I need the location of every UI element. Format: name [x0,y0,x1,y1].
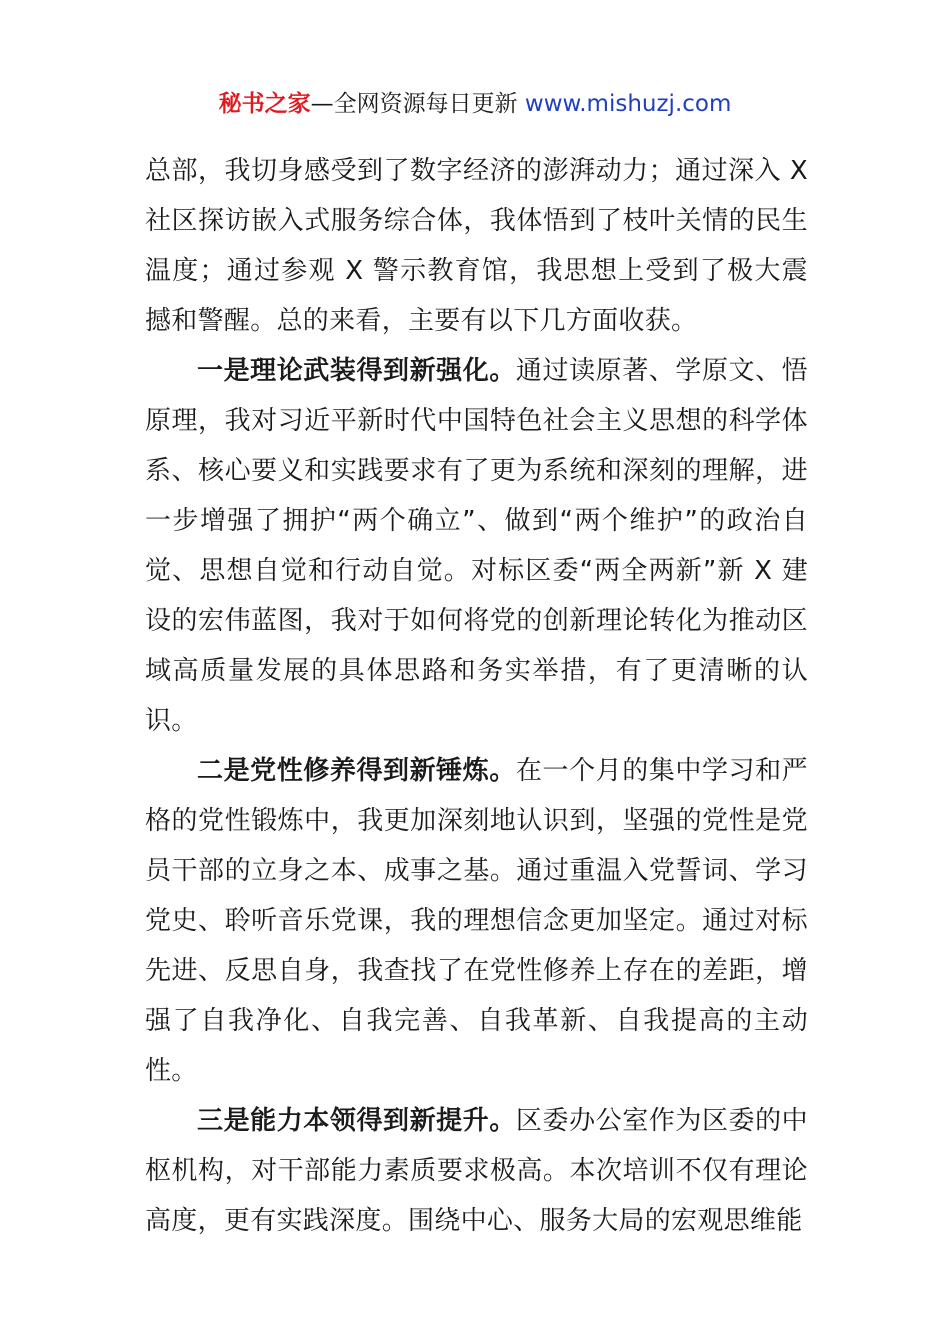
brand-name: 秘书之家 [218,91,311,117]
paragraph-theory [145,346,808,746]
paragraph-text: 总部，我切身感受到了数字经济的澎湃动力；通过深入 X 社区探访嵌入式服务综合体，我体悟到了枝叶关情的民生温度；通过参观 X 警示教育馆，我思想上受到了极大震撼和警醒。总的来看，主要有以下几方面收获。 [145,156,808,336]
paragraph-heading: 三是能力本领得到新提升。 [197,1106,516,1136]
paragraph-ability [145,1096,808,1246]
paragraph-text: 在一个月的集中学习和严格的党性锻炼中，我更加深刻地认识到，坚强的党性是党员干部的立身之本、成事之基。通过重温入党誓词、学习党史、聆听音乐党课，我的理想信念更加坚定。通过对标先进、反思自身，我查找了在党性修养上存在的差距，增强了自我净化、自我完善、自我革新、自我提高的主动性。 [145,756,808,1086]
paragraph-text: 区委办公室作为区委的中枢机构，对干部能力素质要求极高。本次培训不仅有理论高度，更有实践深度。围绕中心、服务大局的宏观思维能 [145,1106,808,1236]
site-url-link[interactable]: www.mishuzj.com [524,91,732,117]
paragraph-party-spirit [145,746,808,1096]
site-header [0,88,950,120]
document-body [145,146,808,1246]
paragraph-intro-continuation [145,146,808,346]
paragraph-heading: 二是党性修养得到新锤炼。 [197,756,516,786]
header-tagline: —全网资源每日更新 [310,91,525,117]
paragraph-text: 通过读原著、学原文、悟原理，我对习近平新时代中国特色社会主义思想的科学体系、核心要义和实践要求有了更为系统和深刻的理解，进一步增强了拥护“两个确立”、做到“两个维护”的政治自觉、思想自觉和行动自觉。对标区委“两全两新”新 X 建设的宏伟蓝图，我对于如何将党的创新理论转化为推动区域高质量发展的具体思路和务实举措，有了更清晰的认识。 [145,356,808,736]
paragraph-heading: 一是理论武装得到新强化。 [197,356,516,386]
